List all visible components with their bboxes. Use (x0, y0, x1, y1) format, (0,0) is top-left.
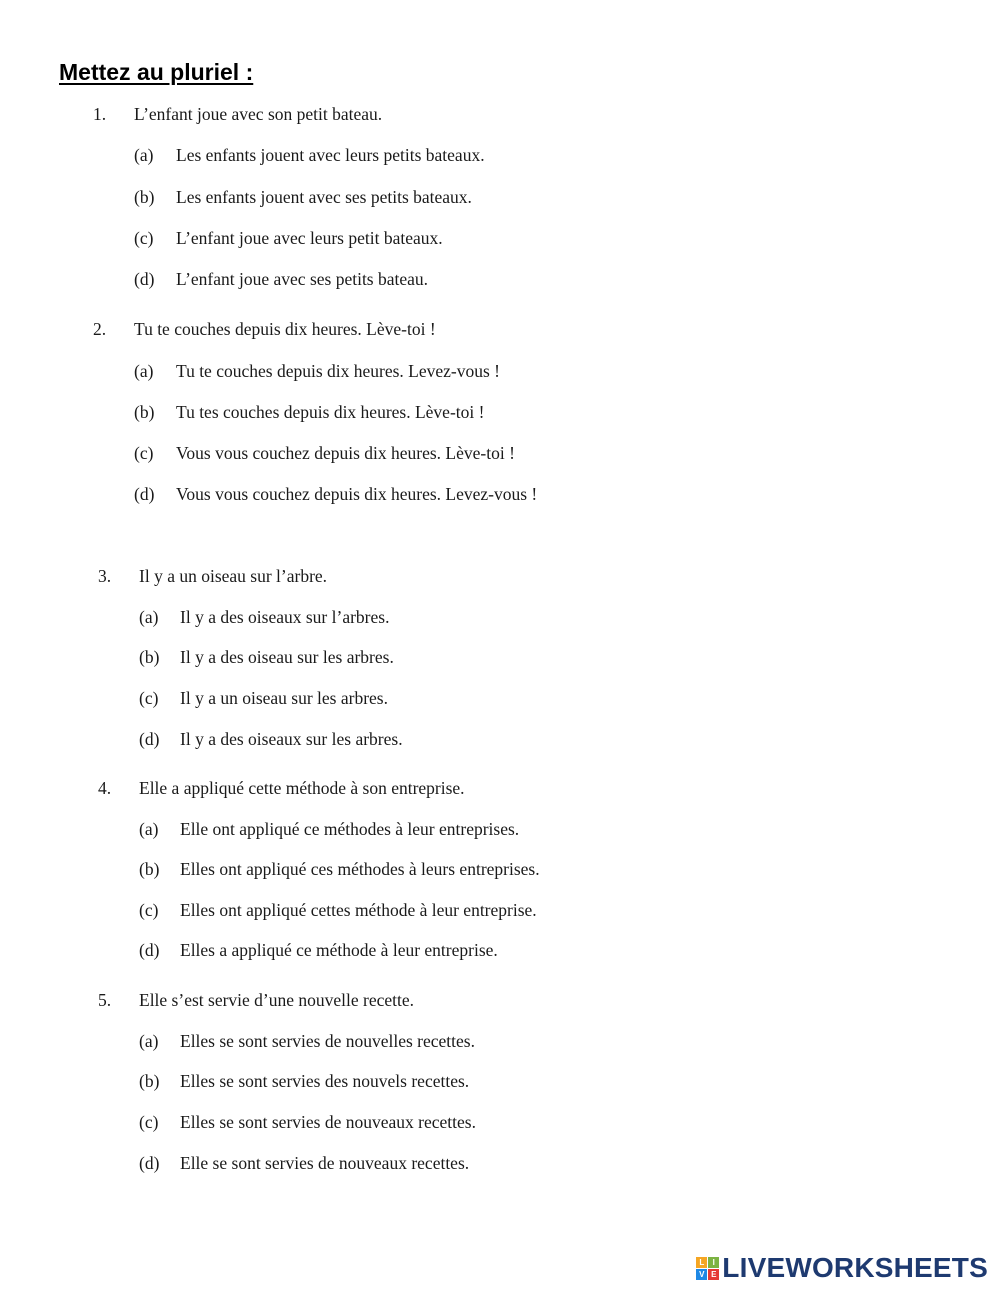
option-text: Elles ont appliqué cettes méthode à leur entreprise. (180, 900, 537, 920)
option-text: Il y a un oiseau sur les arbres. (180, 688, 388, 708)
question-prompt: L’enfant joue avec son petit bateau. (134, 104, 383, 124)
option-label: (c) (139, 688, 159, 708)
option-text: Les enfants jouent avec ses petits bateaux. (176, 187, 472, 207)
option-label: (d) (139, 940, 160, 960)
logo-mark-tile: E (708, 1269, 719, 1280)
question-prompt: Il y a un oiseau sur l’arbre. (139, 566, 328, 586)
option-text: Tu te couches depuis dix heures. Levez-vous ! (176, 361, 500, 381)
option-text: Elles se sont servies de nouvelles recettes. (180, 1031, 475, 1051)
logo-mark-tile: L (696, 1257, 707, 1268)
option-label: (b) (139, 647, 160, 667)
question-prompt: Tu te couches depuis dix heures. Lève-toi ! (134, 319, 436, 339)
option-label: (d) (139, 729, 160, 749)
option-text: Elles se sont servies des nouvels recettes. (180, 1071, 470, 1091)
page-title: Mettez au pluriel : (59, 59, 254, 85)
option-text: Vous vous couchez depuis dix heures. Levez-vous ! (176, 484, 538, 504)
option-text: Il y a des oiseau sur les arbres. (180, 647, 394, 667)
logo-mark-tile: V (696, 1269, 707, 1280)
option-text: Elle se sont servies de nouveaux recettes. (180, 1153, 470, 1173)
option-label: (a) (139, 819, 159, 839)
logo-mark-tile: I (708, 1257, 719, 1268)
option-label: (a) (134, 145, 154, 165)
logo-text: LIVEWORKSHEETS (722, 1252, 988, 1283)
option-text: Tu tes couches depuis dix heures. Lève-toi ! (176, 402, 485, 422)
question-number: 1. (93, 104, 107, 124)
option-label: (a) (139, 1031, 159, 1051)
question-number: 4. (98, 778, 112, 798)
option-label: (d) (134, 484, 155, 504)
option-text: Vous vous couchez depuis dix heures. Lève-toi ! (176, 443, 515, 463)
question-number: 3. (98, 566, 112, 586)
option-text: Il y a des oiseaux sur les arbres. (180, 729, 403, 749)
question-prompt: Elle s’est servie d’une nouvelle recette. (139, 990, 415, 1010)
option-text: Elle ont appliqué ce méthodes à leur entreprises. (180, 819, 520, 839)
liveworksheets-logo (696, 1252, 988, 1284)
option-text: L’enfant joue avec leurs petit bateaux. (176, 228, 443, 248)
option-label: (b) (134, 402, 155, 422)
option-label: (a) (134, 361, 154, 381)
option-label: (d) (134, 269, 155, 289)
question-number: 2. (93, 319, 107, 339)
option-label: (d) (139, 1153, 160, 1173)
option-text: Il y a des oiseaux sur l’arbres. (180, 607, 390, 627)
option-label: (c) (134, 228, 154, 248)
question-prompt: Elle a appliqué cette méthode à son entreprise. (139, 778, 465, 798)
option-text: L’enfant joue avec ses petits bateau. (176, 269, 429, 289)
option-label: (c) (139, 1112, 159, 1132)
option-text: Elles ont appliqué ces méthodes à leurs entreprises. (180, 859, 540, 879)
option-label: (b) (139, 859, 160, 879)
option-text: Elles a appliqué ce méthode à leur entreprise. (180, 940, 498, 960)
option-label: (b) (134, 187, 155, 207)
option-label: (c) (134, 443, 154, 463)
option-text: Les enfants jouent avec leurs petits bateaux. (176, 145, 485, 165)
logo-mark-icon (696, 1257, 719, 1280)
option-text: Elles se sont servies de nouveaux recettes. (180, 1112, 476, 1132)
question-number: 5. (98, 990, 112, 1010)
option-label: (c) (139, 900, 159, 920)
option-label: (a) (139, 607, 159, 627)
option-label: (b) (139, 1071, 160, 1091)
